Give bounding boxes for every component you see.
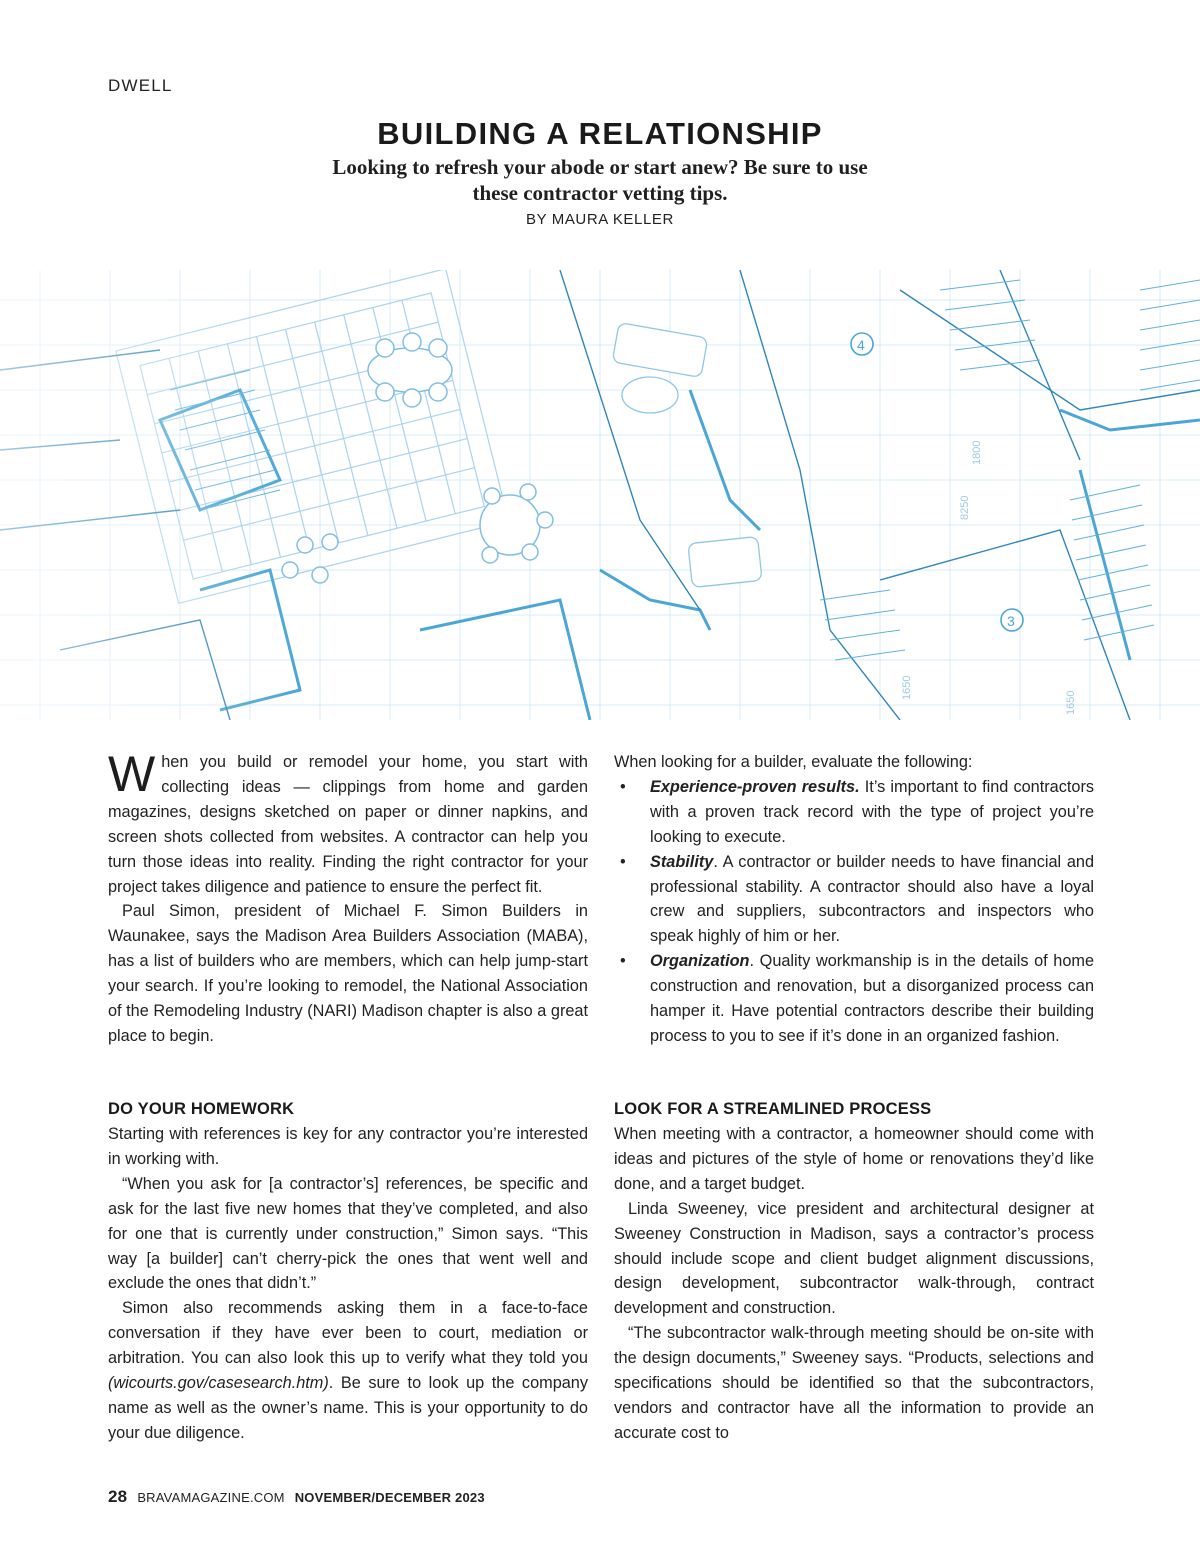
hero-blueprint-image bbox=[0, 270, 1200, 720]
paragraph: “The subcontractor walk-through meeting should be on-site with the design documents,” Sweeney says. “Products, selections and specifications should be identified so that the subcontractors, vendors and contractor have all the information to provide an accurate cost to bbox=[614, 1324, 1094, 1442]
list-item bbox=[614, 850, 1094, 950]
evaluation-column bbox=[614, 750, 1094, 1049]
article-title: BUILDING A RELATIONSHIP bbox=[377, 116, 823, 151]
bullet-glyph: • bbox=[620, 952, 626, 971]
process-column bbox=[614, 1097, 1094, 1446]
intro-text: hen you build or remodel your home, you start with collecting ideas — clippings from home and garden magazines, designs sketched on paper or dinner napkins, and screen shots collected from websites. A contractor can help you turn those ideas into reality. Finding the right contractor for your project takes diligence and patience to ensure the perfect fit. bbox=[108, 753, 588, 896]
page-footer bbox=[108, 1487, 485, 1507]
bullet-text: It’s important to find contractors with a proven track record with the type of project you’re looking to execute. bbox=[650, 777, 1095, 846]
bullet-glyph: • bbox=[620, 777, 626, 796]
bullet-term: Stability bbox=[650, 852, 714, 871]
list-item bbox=[614, 775, 1094, 850]
bullet-term: Experience-proven results. bbox=[650, 777, 860, 796]
paragraph: “When you ask for [a contractor’s] references, be specific and ask for the last five new homes that they’ve completed, and also for one that is currently under construction,” Simon says. “This way [a builder] can’t cherry-pick the ones that went well and exclude the ones that didn’t.” bbox=[108, 1174, 588, 1293]
bullet-glyph: • bbox=[620, 852, 626, 871]
byline: BY MAURA KELLER bbox=[526, 211, 674, 228]
intro-column bbox=[108, 746, 588, 1049]
article-dek: Looking to refresh your abode or start anew? Be sure to use these contractor vetting tips. bbox=[332, 155, 868, 205]
paragraph: Linda Sweeney, vice president and architectural designer at Sweeney Construction in Madison, says a contractor’s process should include scope and client budget alignment discussions, design development, subcontractor walk-through, contract development and construction. bbox=[614, 1199, 1094, 1318]
homework-column bbox=[108, 1097, 588, 1446]
list-item bbox=[614, 949, 1094, 1049]
page-number: 28 bbox=[108, 1487, 128, 1506]
court-search-reference: (wicourts.gov/casesearch.htm) bbox=[108, 1374, 329, 1393]
evaluation-list bbox=[614, 775, 1094, 1049]
subheading-process: LOOK FOR A STREAMLINED PROCESS bbox=[614, 1100, 932, 1118]
bullet-text: . A contractor or builder needs to have financial and professional stability. A contractor should also have a loyal crew and suppliers, subcontractors and inspectors who speak highly of him or her. bbox=[650, 852, 1094, 946]
paragraph-text: . Be sure to look up the company name as well as the owner’s name. This is your opportunity to do your due diligence. bbox=[108, 1374, 588, 1442]
blueprint-floor-plan-illustration bbox=[0, 270, 1200, 720]
drop-cap: W bbox=[108, 746, 156, 802]
paragraph: Starting with references is key for any contractor you’re interested in working with. bbox=[108, 1125, 588, 1168]
paragraph: Paul Simon, president of Michael F. Simon Builders in Waunakee, says the Madison Area Builders Association (MABA), has a list of builders who are members, which can help jump-start your search. If you’re looking to remodel, the National Association of the Remodeling Industry (NARI) Madison chapter is also a great place to begin. bbox=[108, 902, 588, 1045]
issue-date: NOVEMBER/DECEMBER 2023 bbox=[294, 1490, 485, 1505]
section-label: DWELL bbox=[108, 76, 173, 95]
magazine-site: BRAVAMAGAZINE.COM bbox=[137, 1490, 285, 1505]
intro-paragraph bbox=[108, 746, 588, 899]
paragraph: When meeting with a contractor, a homeowner should come with ideas and pictures of the style of home or renovations they’d like done, and a target budget. bbox=[614, 1125, 1094, 1193]
subheading-homework: DO YOUR HOMEWORK bbox=[108, 1100, 295, 1118]
bullet-term: Organization bbox=[650, 952, 750, 971]
evaluation-intro: When looking for a builder, evaluate the following: bbox=[614, 753, 973, 771]
paragraph bbox=[108, 1296, 588, 1445]
paragraph-text: Simon also recommends asking them in a face-to-face conversation if they have ever been to court, mediation or arbitration. You can also look this up to verify what they told you bbox=[108, 1299, 588, 1368]
bullet-text: . Quality workmanship is in the details of home construction and renovation, but a disorganized process can hamper it. Have potential contractors describe their building process to you to see if it’s done in an organized fashion. bbox=[650, 952, 1094, 1045]
